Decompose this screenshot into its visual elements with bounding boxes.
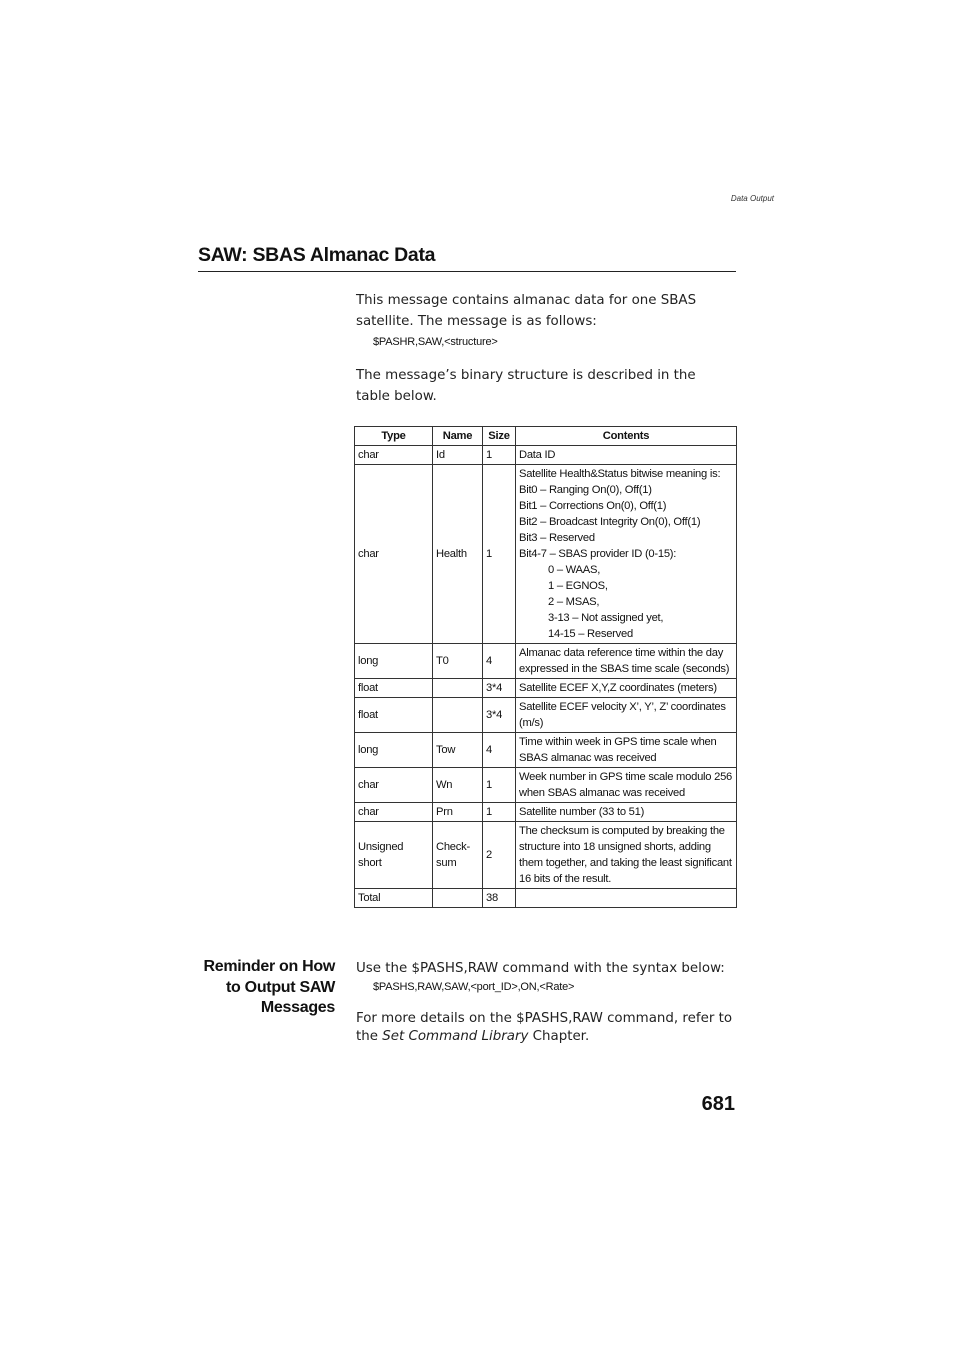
cell-size: 1: [483, 446, 516, 465]
cell-size: 1: [483, 768, 516, 803]
cell-type: float: [355, 698, 433, 733]
table-row-total: [355, 889, 737, 908]
provider-id-item: 2 – MSAS,: [548, 596, 600, 608]
cell-contents: Almanac data reference time within the day expressed in the SBAS time scale (seconds): [516, 644, 737, 679]
cell-type: Unsigned short: [355, 822, 433, 889]
header-size: Size: [483, 427, 516, 446]
cell-type: char: [355, 465, 433, 644]
cell-size: 4: [483, 733, 516, 768]
cell-contents: Satellite ECEF X,Y,Z coordinates (meters): [516, 679, 737, 698]
cell-name: [433, 698, 483, 733]
cell-name: [433, 889, 483, 908]
reminder-heading: Reminder on How to Output SAW Messages: [203, 958, 335, 1016]
cell-size: 3*4: [483, 698, 516, 733]
provider-id-item: 0 – WAAS,: [548, 564, 601, 576]
cell-contents: Time within week in GPS time scale when SBAS almanac was received: [516, 733, 737, 768]
header-contents: Contents: [516, 427, 737, 446]
reminder-text: Use the $PASHS,RAW command with the syntax below:: [356, 961, 725, 976]
table-row: [355, 822, 737, 889]
contents-line: Bit1 – Corrections On(0), Off(1): [519, 500, 667, 512]
table-header-row: [355, 427, 737, 446]
provider-id-item: 3-13 – Not assigned yet,: [548, 612, 664, 624]
cell-size: 3*4: [483, 679, 516, 698]
cell-type: char: [355, 803, 433, 822]
header-name: Name: [433, 427, 483, 446]
cell-name: Check-sum: [433, 822, 483, 889]
table-row: [355, 768, 737, 803]
header-type: Type: [355, 427, 433, 446]
table-row: [355, 698, 737, 733]
more-details-paragraph: [356, 1010, 738, 1046]
cell-type: float: [355, 679, 433, 698]
cell-size: 2: [483, 822, 516, 889]
table-row: [355, 465, 737, 644]
cell-contents: Week number in GPS time scale modulo 256 when SBAS almanac was received: [516, 768, 737, 803]
message-format: $PASHR,SAW,<structure>: [373, 336, 498, 348]
cell-name: [433, 679, 483, 698]
table-row: [355, 733, 737, 768]
running-head: Data Output: [730, 194, 774, 203]
cell-contents: [516, 889, 737, 908]
cell-contents: Satellite number (33 to 51): [516, 803, 737, 822]
contents-line: Bit3 – Reserved: [519, 532, 595, 544]
cell-type: long: [355, 733, 433, 768]
reminder-command: $PASHS,RAW,SAW,<port_ID>,ON,<Rate>: [373, 981, 575, 993]
cell-size: 1: [483, 465, 516, 644]
cell-size: 1: [483, 803, 516, 822]
cell-name: Health: [433, 465, 483, 644]
structure-table: [354, 426, 737, 908]
cell-name: Wn: [433, 768, 483, 803]
intro-paragraph: This message contains almanac data for one SBAS satellite. The message is as follows:: [356, 293, 697, 329]
cell-contents: Data ID: [516, 446, 737, 465]
table-row: [355, 446, 737, 465]
contents-line: Bit0 – Ranging On(0), Off(1): [519, 484, 652, 496]
table-row: [355, 644, 737, 679]
cell-type: long: [355, 644, 433, 679]
page-number: 681: [701, 1093, 735, 1115]
provider-id-item: 1 – EGNOS,: [548, 580, 608, 592]
cell-contents: Satellite ECEF velocity X’, Y’, Z’ coordinates (m/s): [516, 698, 737, 733]
cell-type: char: [355, 446, 433, 465]
table-row: [355, 679, 737, 698]
cell-contents: [516, 465, 737, 644]
cell-size: 38: [483, 889, 516, 908]
contents-line: Bit2 – Broadcast Integrity On(0), Off(1): [519, 516, 701, 528]
contents-line: Satellite Health&Status bitwise meaning is:: [519, 468, 721, 480]
more-details-prefix: For more details on the $PASHS,RAW command, refer to the: [356, 1011, 733, 1044]
cell-size: 4: [483, 644, 516, 679]
table-intro-paragraph: The message’s binary structure is described in the table below.: [356, 368, 696, 404]
cell-name: Tow: [433, 733, 483, 768]
table-row: [355, 803, 737, 822]
cell-name: Prn: [433, 803, 483, 822]
cell-name: Id: [433, 446, 483, 465]
more-details-suffix: Chapter.: [528, 1029, 590, 1044]
set-command-library-reference: Set Command Library: [382, 1029, 529, 1044]
cell-type: char: [355, 768, 433, 803]
cell-contents: The checksum is computed by breaking the structure into 18 unsigned shorts, adding them together, and taking the least significant 16 bits of the result.: [516, 822, 737, 889]
provider-id-item: 14-15 – Reserved: [548, 628, 633, 640]
cell-name: T0: [433, 644, 483, 679]
section-title: SAW: SBAS Almanac Data: [198, 244, 736, 272]
cell-type: Total: [355, 889, 433, 908]
contents-line: Bit4-7 – SBAS provider ID (0-15):: [519, 548, 677, 560]
